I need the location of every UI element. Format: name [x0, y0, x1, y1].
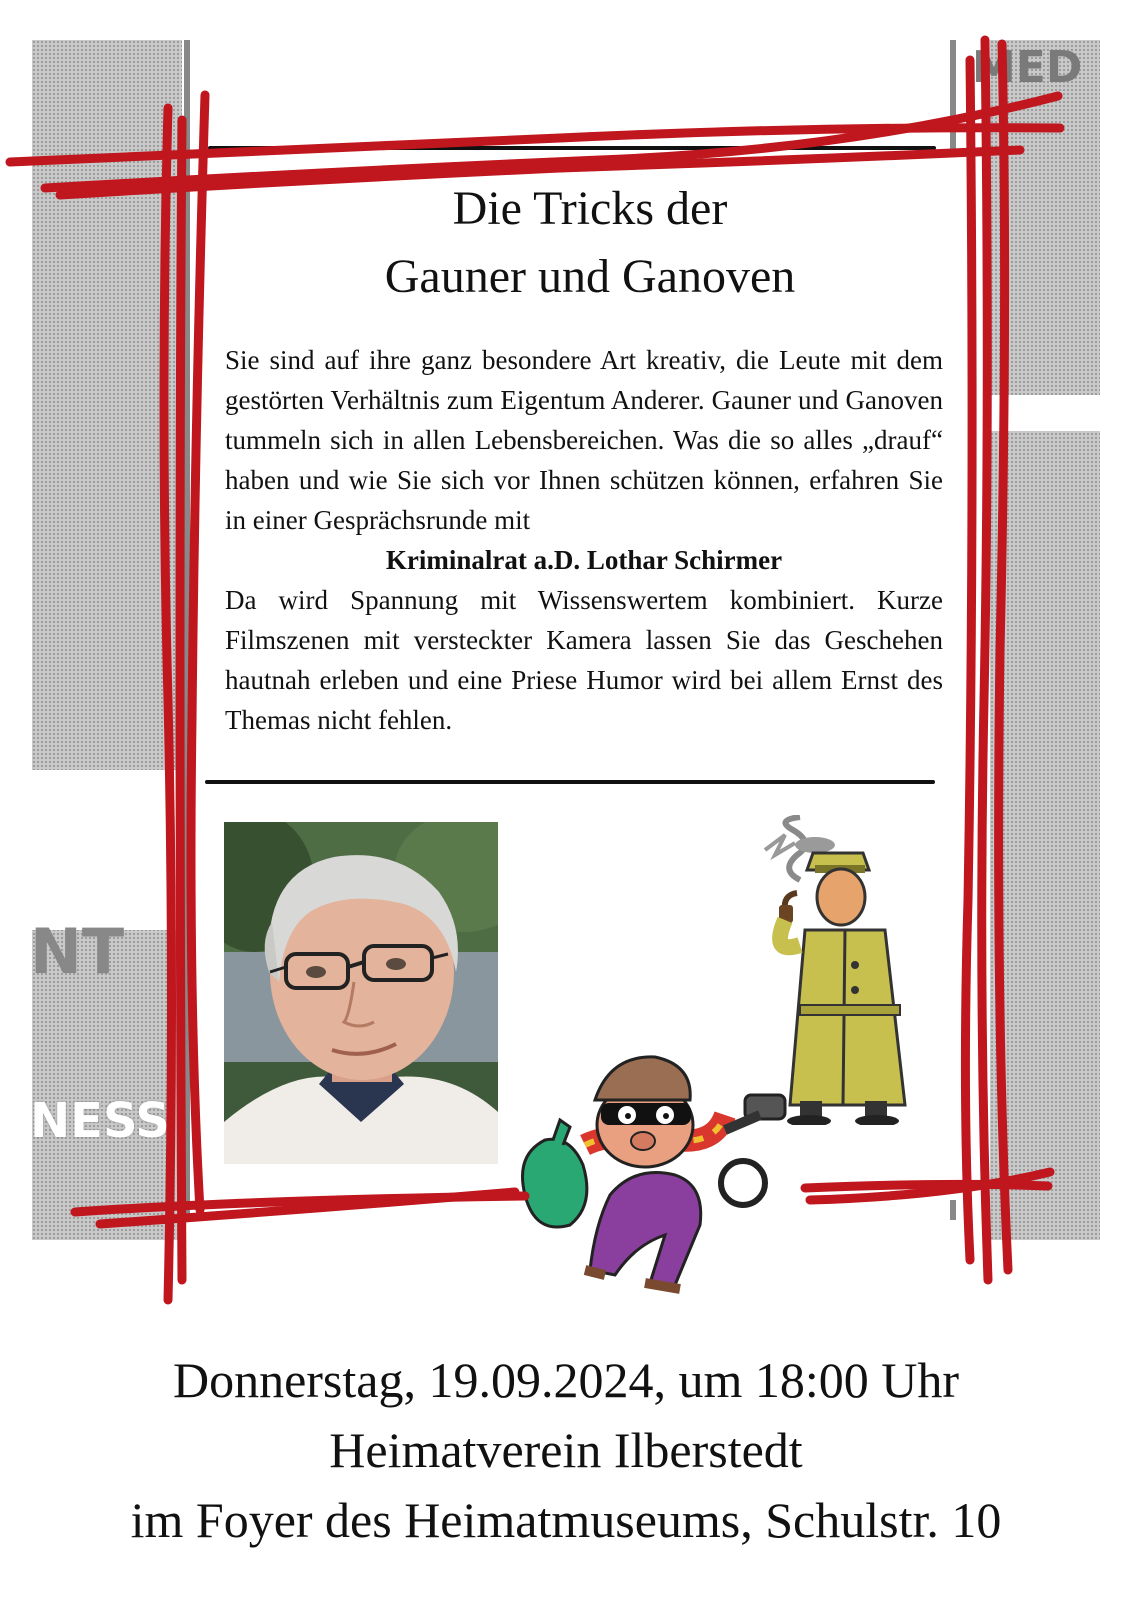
- event-date-time: Donnerstag, 19.09.2024, um 18:00 Uhr: [172, 1352, 960, 1408]
- speaker-photo: [224, 822, 498, 1164]
- title-line-1: Die Tricks der: [452, 182, 728, 235]
- event-location: im Foyer des Heimatmuseums, Schulstr. 10: [130, 1492, 1002, 1548]
- newspaper-background-right: [990, 40, 1100, 1240]
- article-body: [225, 340, 943, 740]
- event-info: [0, 1345, 1132, 1555]
- newspaper-white-gap-right: [990, 395, 1100, 431]
- event-host: Heimatverein Ilberstedt: [329, 1422, 803, 1478]
- body-paragraph-1: Sie sind auf ihre ganz besondere Art kreativ, die Leute mit dem gestörten Verhältnis zum Eigentum Anderer. Gauner und Ganoven tummeln sich in allen Lebensbereichen. Was die so alles „drauf“ haben und wie Sie sich vor Ihnen schützen können, erfahren Sie in einer Gesprächsrunde mit: [225, 345, 943, 535]
- newspaper-fragment-mid-left: NT: [30, 915, 125, 988]
- speaker-name: Kriminalrat a.D. Lothar Schirmer: [385, 545, 783, 575]
- top-divider-rule: [208, 146, 936, 150]
- newspaper-background-left: [32, 40, 182, 1240]
- newspaper-fragment-lower-left: NESS: [30, 1093, 170, 1149]
- thief-illustration: [515, 1045, 800, 1295]
- newspaper-white-gap-left: [32, 770, 182, 930]
- body-paragraph-2: Da wird Spannung mit Wissenswertem kombiniert. Kurze Filmszenen mit versteckter Kamera lassen Sie das Geschehen hautnah erleben und eine Priese Humor wird bei allem Ernst des Themas nicht fehlen.: [225, 585, 943, 735]
- middle-divider-rule: [205, 780, 935, 784]
- title-line-2: Gauner und Ganoven: [384, 250, 796, 303]
- article-title: [210, 175, 970, 311]
- newspaper-column-rule-left: [184, 40, 190, 1220]
- newspaper-fragment-top-right: MED: [972, 42, 1083, 93]
